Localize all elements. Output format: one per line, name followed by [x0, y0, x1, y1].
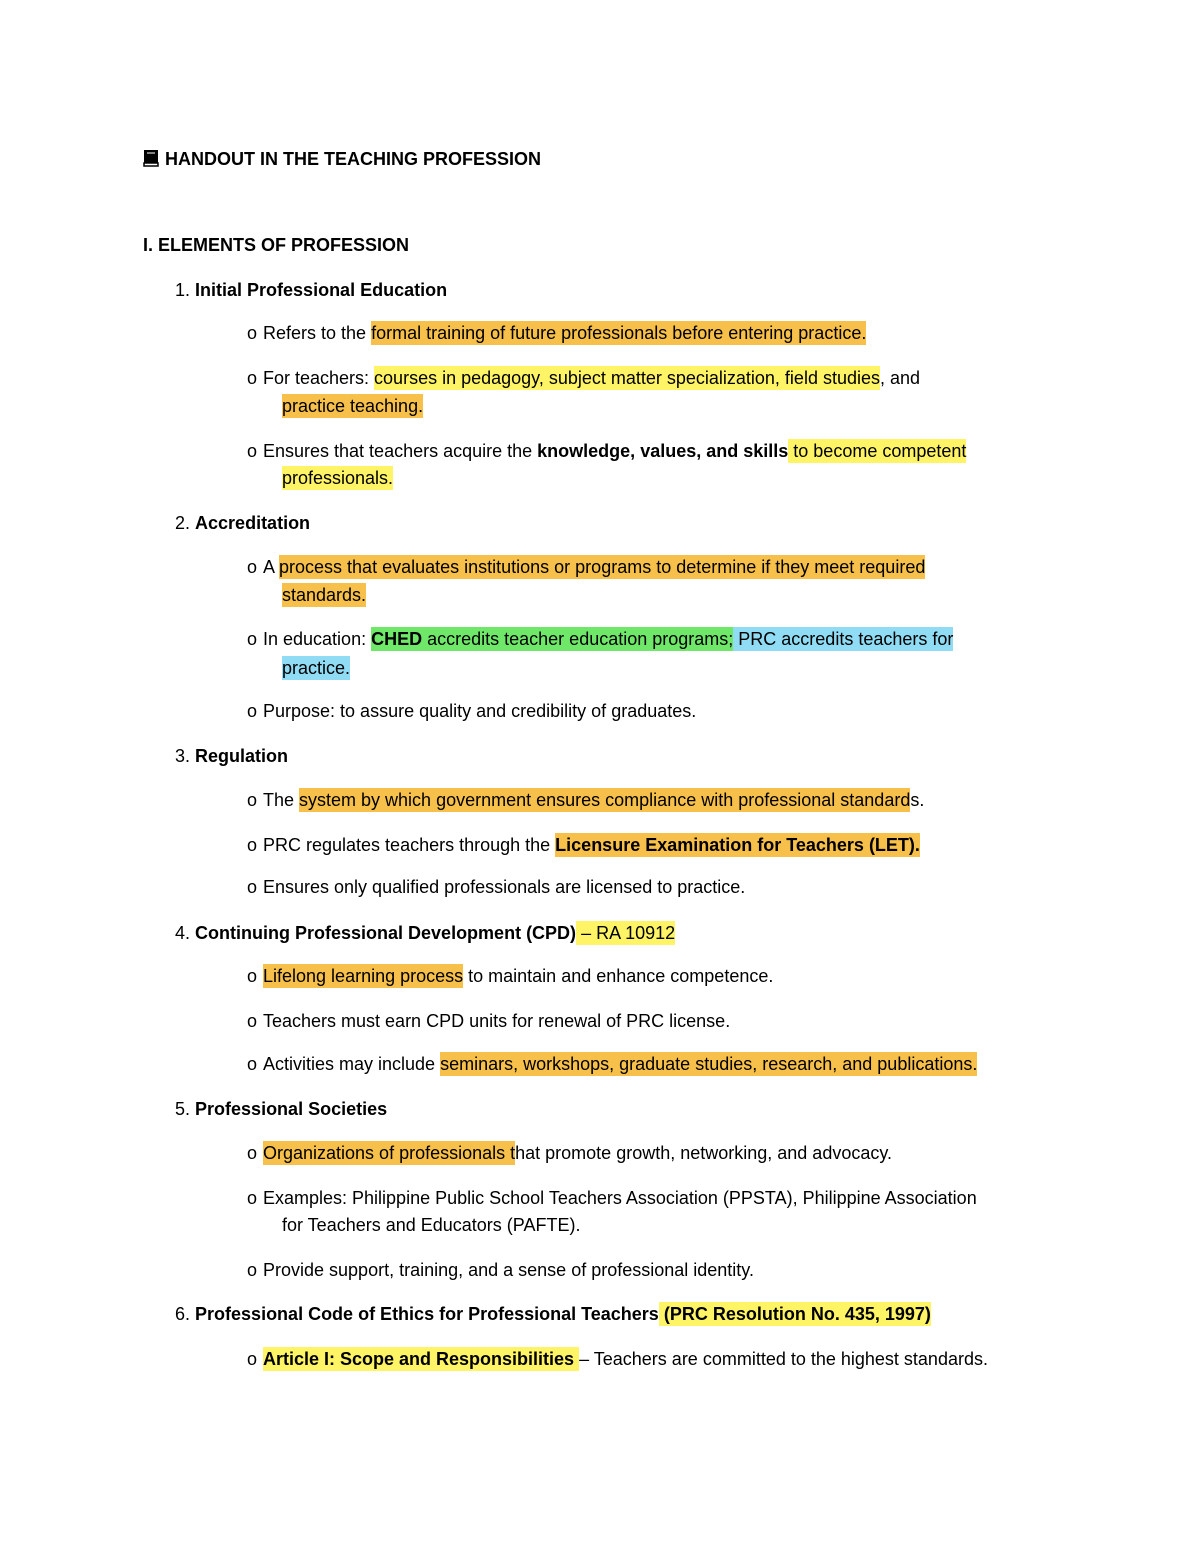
list-item: o For teachers: courses in pedagogy, subject matter specialization, field studies, and [247, 368, 921, 388]
list-item: o Lifelong learning process to maintain and enhance competence. [247, 966, 774, 986]
item-heading: 6. Professional Code of Ethics for Professional Teachers (PRC Resolution No. 435, 1997) [175, 1304, 931, 1324]
document-title: HANDOUT IN THE TEACHING PROFESSION [143, 146, 541, 172]
list-item: o Article I: Scope and Responsibilities – Teachers are committed to the highest standards. [247, 1349, 988, 1369]
book-icon [143, 149, 159, 167]
list-item: o Organizations of professionals that promote growth, networking, and advocacy. [247, 1143, 893, 1163]
list-item: o In education: CHED accredits teacher education programs; PRC accredits teachers for [247, 629, 954, 649]
list-item: o A process that evaluates institutions or programs to determine if they meet required [247, 557, 926, 577]
section-heading: I. ELEMENTS OF PROFESSION [143, 235, 410, 255]
item-heading: 1. Initial Professional Education [175, 280, 448, 300]
item-heading: 2. Accreditation [175, 513, 311, 533]
list-item-continuation: professionals. [282, 468, 394, 488]
list-item: o Ensures only qualified professionals are licensed to practice. [247, 877, 746, 897]
list-item-continuation: standards. [282, 585, 367, 605]
list-item: o Provide support, training, and a sense of professional identity. [247, 1260, 754, 1280]
list-item: o Examples: Philippine Public School Teachers Association (PPSTA), Philippine Association [247, 1188, 977, 1208]
item-heading: 5. Professional Societies [175, 1099, 388, 1119]
item-heading: 3. Regulation [175, 746, 289, 766]
list-item: o PRC regulates teachers through the Licensure Examination for Teachers (LET). [247, 835, 920, 855]
list-item-continuation: practice teaching. [282, 396, 424, 416]
list-item: o Purpose: to assure quality and credibility of graduates. [247, 701, 697, 721]
list-item: o Teachers must earn CPD units for renewal of PRC license. [247, 1011, 731, 1031]
list-item: o Refers to the formal training of future professionals before entering practice. [247, 323, 867, 343]
list-item: o The system by which government ensures compliance with professional standards. [247, 790, 925, 810]
list-item-continuation: practice. [282, 658, 351, 678]
item-heading: 4. Continuing Professional Development (CPD) – RA 10912 [175, 923, 676, 943]
list-item: o Activities may include seminars, workshops, graduate studies, research, and publications. [247, 1054, 978, 1074]
list-item-continuation: for Teachers and Educators (PAFTE). [282, 1215, 581, 1235]
list-item: o Ensures that teachers acquire the knowledge, values, and skills to become competent [247, 441, 967, 461]
